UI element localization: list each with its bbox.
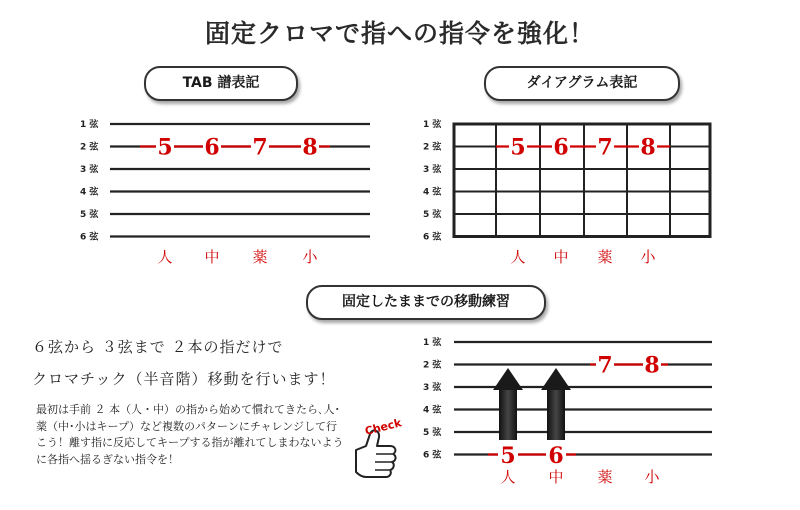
diagram-string-label: 2 弦 xyxy=(423,142,442,153)
moving-fret-number: 7 xyxy=(597,352,613,379)
tab-string-label: 5 弦 xyxy=(80,210,99,220)
diagram-frame xyxy=(454,124,710,237)
diagram-string-label: 4 弦 xyxy=(423,187,442,198)
moving-finger-label: 中 xyxy=(548,468,564,486)
diagram-finger-label: 小 xyxy=(640,248,656,266)
page-title: 固定クロマで指への指令を強化！ xyxy=(204,19,595,48)
diagram-string-label: 6 弦 xyxy=(423,232,442,243)
description-line-1: ６弦から ３弦まで ２本の指だけで xyxy=(32,338,284,356)
tab-string-label: 1 弦 xyxy=(80,120,99,130)
diagram-finger-label: 薬 xyxy=(597,248,613,266)
tab-notation-heading: TAB 譜表記 xyxy=(144,66,298,101)
moving-string-label: 6 弦 xyxy=(423,450,442,461)
diagram-fret-number: 5 xyxy=(510,134,526,161)
diagram-fret-number: 7 xyxy=(597,134,613,161)
moving-string-label: 1 弦 xyxy=(423,338,442,348)
diagram-fret-number: 8 xyxy=(640,134,656,161)
moving-finger-label: 薬 xyxy=(597,468,613,486)
moving-string-label: 2 弦 xyxy=(423,360,442,371)
tab-finger-label: 薬 xyxy=(252,248,268,266)
tab-staff xyxy=(80,118,370,266)
moving-string-label: 3 弦 xyxy=(423,383,442,393)
moving-finger-label: 小 xyxy=(644,468,660,486)
up-arrow-head xyxy=(493,368,523,390)
thumbs-up-check-icon xyxy=(356,416,403,477)
moving-finger-label: 人 xyxy=(500,468,516,486)
tab-fret-number: 7 xyxy=(252,134,268,161)
moving-staff xyxy=(423,336,712,486)
tab-string-label: 2 弦 xyxy=(80,142,99,153)
diagram-string-label: 3 弦 xyxy=(423,165,442,175)
tab-finger-label: 中 xyxy=(204,248,220,266)
tab-finger-label: 人 xyxy=(157,248,173,266)
up-arrow-shaft xyxy=(499,388,517,440)
tab-string-label: 4 弦 xyxy=(80,187,99,198)
description-detail: 最初は手前 ２ 本（人・中）の指から始めて慣れてきたら､人･薬（中･小はキープ）など複数のパターンにチャレンジして行こう！離す指に反応してキープする指が離れてしまわないように各指へ揺るぎない指令を！ xyxy=(36,403,344,466)
moving-string-label: 5 弦 xyxy=(423,428,442,438)
diagram-finger-label: 中 xyxy=(553,248,569,266)
tab-fret-number: 8 xyxy=(302,134,318,161)
up-arrow-shaft xyxy=(547,388,565,440)
diagram-finger-label: 人 xyxy=(510,248,526,266)
diagram-string-label: 5 弦 xyxy=(423,210,442,220)
tab-string-label: 6 弦 xyxy=(80,232,99,243)
tab-finger-label: 小 xyxy=(302,248,318,266)
diagram-string-label: 1 弦 xyxy=(423,120,442,130)
moving-practice-heading: 固定したままでの移動練習 xyxy=(306,285,546,320)
tab-fret-number: 5 xyxy=(157,134,173,161)
tab-string-label: 3 弦 xyxy=(80,165,99,175)
fret-diagram xyxy=(423,118,710,266)
diagram-notation-heading: ダイアグラム表記 xyxy=(484,66,680,101)
tab-fret-number: 6 xyxy=(204,134,220,161)
description-line-2: クロマチック（半音階）移動を行います！ xyxy=(32,370,336,388)
check-label: Check xyxy=(363,416,403,438)
moving-fret-number: 8 xyxy=(644,352,660,379)
moving-fret-number: 5 xyxy=(500,443,516,469)
up-arrow-head xyxy=(541,368,571,390)
moving-fret-number: 6 xyxy=(548,443,564,469)
moving-string-label: 4 弦 xyxy=(423,405,442,416)
diagram-fret-number: 6 xyxy=(553,134,569,161)
